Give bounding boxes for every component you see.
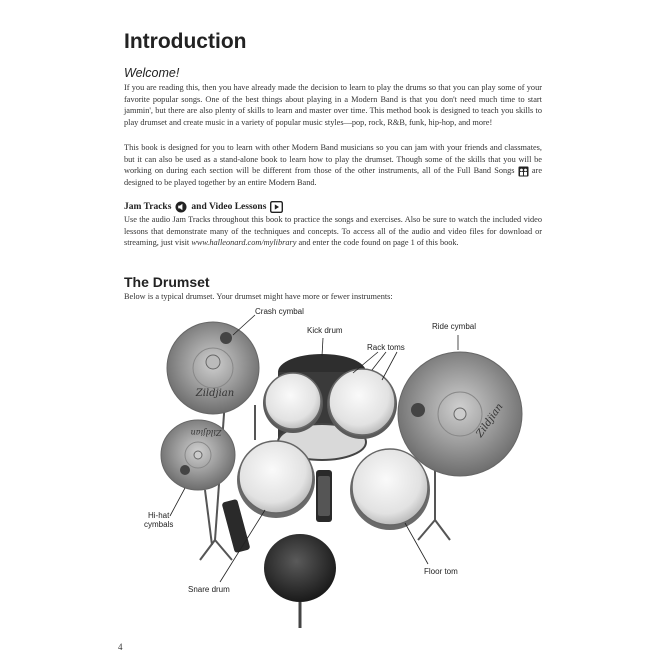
label-snare-drum: Snare drum xyxy=(188,585,230,594)
p2-text-before: This book is designed for you to learn with other Modern Band musicians so you can jam with your friends and classmates, but it can also be used as a stand-alone book to learn how to play the drumset. Though some of the skills that you will be working on during each section will be different from those of the other instruments, all of the Full Band Songs xyxy=(124,143,542,176)
jam-tracks-label: Jam Tracks xyxy=(124,202,172,212)
crash-brand-text: Zildjian xyxy=(195,388,235,399)
label-kick-drum: Kick drum xyxy=(307,326,343,335)
label-ride-cymbal: Ride cymbal xyxy=(432,322,477,331)
video-lessons-label: and Video Lessons xyxy=(191,202,267,212)
label-crash-cymbal: Crash cymbal xyxy=(255,307,304,316)
kick-pedal xyxy=(316,470,332,522)
ride-cymbal xyxy=(398,352,522,476)
p3-text-before: Use the audio Jam Tracks throughout this book to practice the songs and exercises. Also be sure to watch the included video lessons that demonstrate many of the techniques and concepts. To access all of the audio and video files for download or streaming, just visit xyxy=(124,215,542,248)
label-floor-tom: Floor tom xyxy=(424,567,458,576)
welcome-subtitle: Welcome! xyxy=(124,66,180,80)
library-url: www.halleonard.com/mylibrary xyxy=(191,238,297,248)
drum-throne xyxy=(264,534,336,628)
page-number: 4 xyxy=(118,642,123,652)
p2-text-after: are designed to be played together by an entire Modern Band. xyxy=(124,166,543,187)
ride-brand-text: Zildjian xyxy=(474,401,506,440)
hihat-cymbals xyxy=(161,420,235,490)
rack-tom-left xyxy=(263,373,323,433)
floor-tom xyxy=(350,449,430,530)
hihat-brand-text: Zildjian xyxy=(190,428,222,437)
intro-paragraph-1: If you are reading this, then you have already made the decision to learn to play the drums so that you can play some of your favorite popular songs. One of the best things about playing in a Modern Band is that you don't need much time to start jammin', but there are also plenty of skills to learn and master over time. This method book is designed to teach you skills to play drumset and create music in a variety of popular music styles—pop, rock, R&B, funk, hip-hop, and more! xyxy=(124,83,542,127)
drumset-heading: The Drumset xyxy=(124,274,210,290)
label-hihat-line2: cymbals xyxy=(144,520,174,529)
p3-text-after: and enter the code found on page 1 of this book. xyxy=(298,238,459,248)
hihat-pedal xyxy=(222,499,251,553)
label-hihat-line1: Hi-hat xyxy=(148,511,170,520)
rack-tom-right xyxy=(327,369,397,439)
label-rack-toms: Rack toms xyxy=(367,343,405,352)
snare-drum xyxy=(237,441,315,518)
page-title: Introduction xyxy=(124,30,247,53)
crash-cymbal xyxy=(167,322,259,414)
drumset-intro: Below is a typical drumset. Your drumset might have more or fewer instruments: xyxy=(124,292,393,301)
